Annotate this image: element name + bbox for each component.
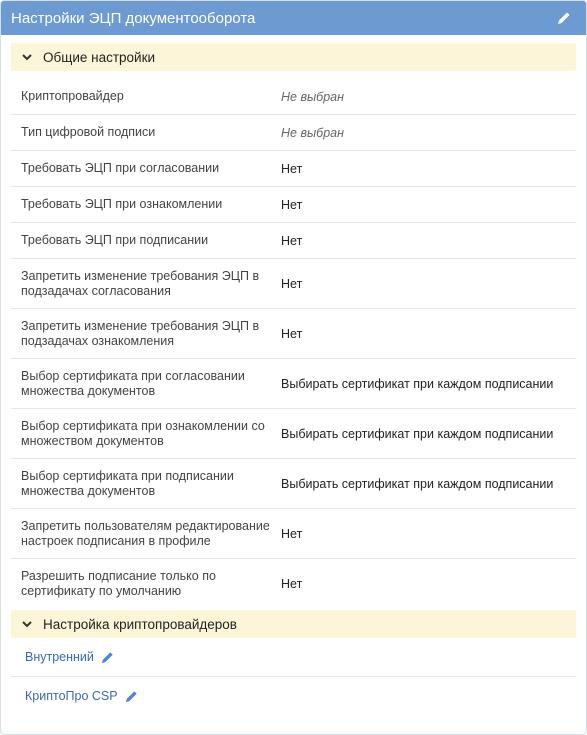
provider-link-internal[interactable]: Внутренний bbox=[25, 650, 94, 664]
general-settings-list bbox=[11, 79, 576, 609]
settings-row bbox=[11, 409, 576, 459]
provider-link-cryptopro[interactable]: КриптоПро CSP bbox=[25, 689, 118, 703]
pencil-icon[interactable] bbox=[124, 689, 139, 704]
list-item bbox=[11, 638, 576, 677]
setting-value: Нет bbox=[281, 577, 303, 591]
settings-row bbox=[11, 559, 576, 609]
setting-label: Требовать ЭЦП при ознакомлении bbox=[21, 197, 223, 211]
setting-value: Не выбран bbox=[281, 89, 344, 104]
pencil-icon bbox=[556, 10, 572, 26]
settings-row bbox=[11, 115, 576, 151]
list-item bbox=[11, 677, 576, 715]
window-title: Настройки ЭЦП документооборота bbox=[11, 9, 256, 27]
setting-value: Не выбран bbox=[281, 125, 344, 140]
section-general-header[interactable] bbox=[11, 43, 576, 71]
setting-value: Выбирать сертификат при каждом подписании bbox=[281, 476, 554, 491]
providers-list bbox=[11, 638, 576, 715]
settings-row bbox=[11, 359, 576, 409]
setting-label: Выбор сертификата при согласовании множества документов bbox=[21, 368, 245, 398]
setting-label: Разрешить подписание только по сертификату по умолчанию bbox=[21, 569, 216, 598]
section-providers-title: Настройка криптопровайдеров bbox=[43, 616, 237, 632]
section-providers-header[interactable] bbox=[11, 610, 576, 638]
setting-label: Запретить пользователям редактирование настроек подписания в профиле bbox=[21, 518, 270, 548]
setting-label: Требовать ЭЦП при согласовании bbox=[21, 161, 220, 175]
edit-button[interactable] bbox=[554, 8, 574, 28]
setting-value: Выбирать сертификат при каждом подписании bbox=[281, 426, 554, 441]
setting-label: Криптопровайдер bbox=[21, 89, 124, 103]
settings-row bbox=[11, 79, 576, 115]
pencil-icon[interactable] bbox=[100, 650, 115, 665]
chevron-down-icon bbox=[21, 50, 35, 64]
chevron-down-icon bbox=[21, 617, 35, 631]
setting-label: Выбор сертификата при ознакомлении со множеством документов bbox=[21, 418, 265, 448]
settings-row bbox=[11, 151, 576, 187]
settings-row bbox=[11, 187, 576, 223]
settings-row bbox=[11, 459, 576, 509]
setting-value: Нет bbox=[281, 526, 303, 541]
setting-value: Нет bbox=[281, 276, 303, 291]
setting-label: Тип цифровой подписи bbox=[21, 125, 156, 139]
setting-label: Требовать ЭЦП при подписании bbox=[21, 233, 209, 247]
section-general-title: Общие настройки bbox=[43, 49, 156, 65]
setting-label: Запретить изменение требования ЭЦП в подзадачах ознакомления bbox=[21, 318, 260, 348]
setting-value: Нет bbox=[281, 197, 303, 212]
title-bar bbox=[1, 1, 586, 35]
setting-label: Запретить изменение требования ЭЦП в подзадачах согласования bbox=[21, 268, 260, 298]
settings-row bbox=[11, 223, 576, 259]
setting-value: Выбирать сертификат при каждом подписании bbox=[281, 376, 554, 391]
setting-value: Нет bbox=[281, 233, 303, 248]
setting-value: Нет bbox=[281, 326, 303, 341]
settings-row bbox=[11, 509, 576, 559]
settings-row bbox=[11, 259, 576, 309]
settings-row bbox=[11, 309, 576, 359]
setting-value: Нет bbox=[281, 161, 303, 176]
setting-label: Выбор сертификата при подписании множества документов bbox=[21, 468, 234, 498]
